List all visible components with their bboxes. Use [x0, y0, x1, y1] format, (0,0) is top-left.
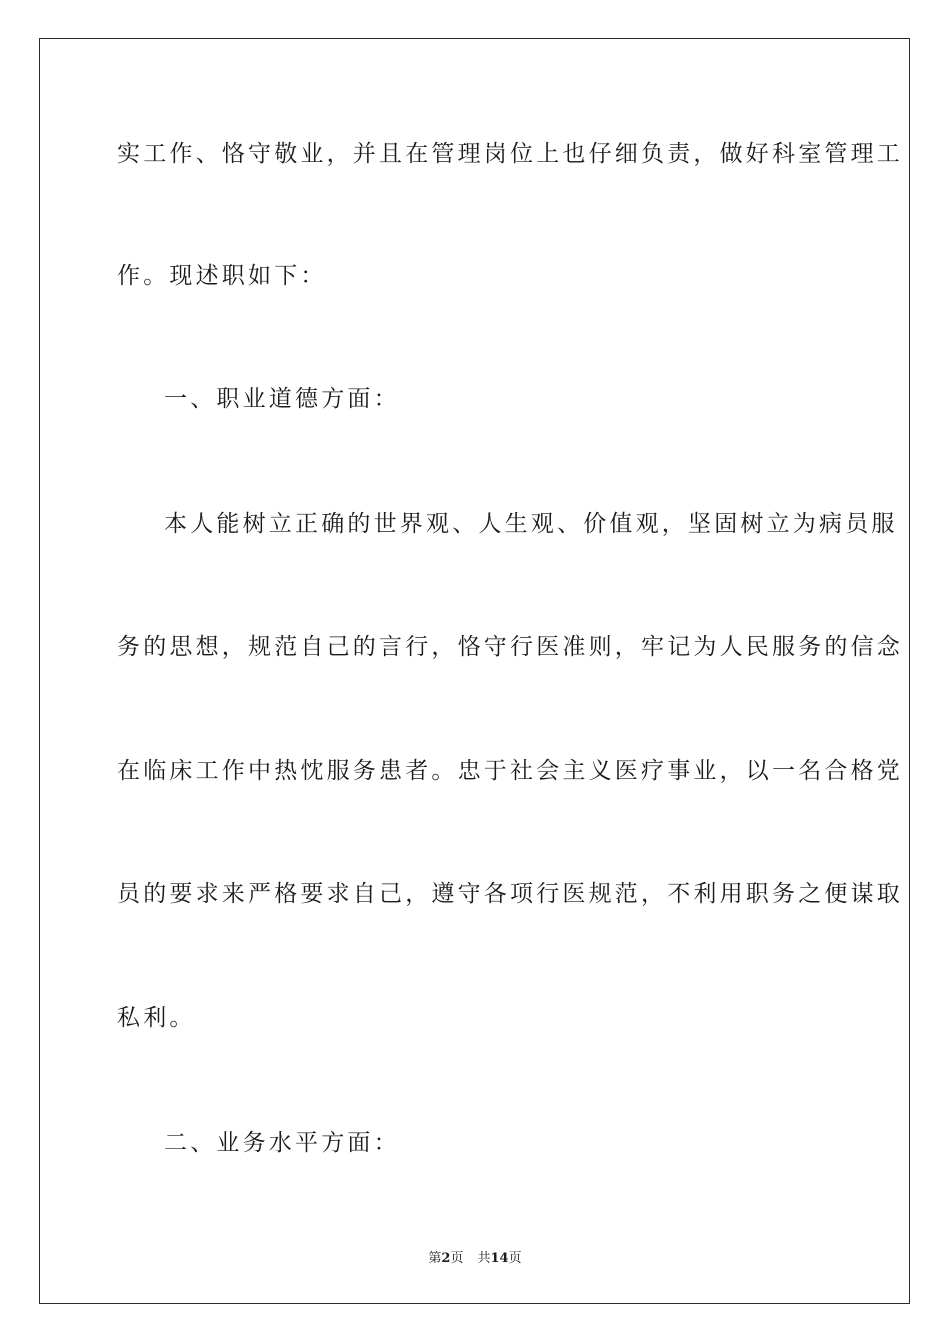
page-suffix: 页: [450, 1251, 464, 1266]
section-heading: 一、职业道德方面：: [164, 386, 400, 412]
total-suffix: 页: [508, 1251, 522, 1266]
paragraph-line: 本人能树立正确的世界观、人生观、价值观，坚固树立为病员服: [164, 511, 898, 537]
paragraph-line: 在临床工作中热忱服务患者。忠于社会主义医疗事业，以一名合格党: [117, 758, 903, 784]
paragraph-line: 作。现述职如下：: [117, 263, 327, 289]
section-heading: 二、业务水平方面：: [164, 1130, 400, 1156]
page-border: [39, 38, 910, 1304]
paragraph-line: 务的思想，规范自己的言行，恪守行医准则，牢记为人民服务的信念: [117, 634, 903, 660]
page-number: 2: [441, 1251, 451, 1266]
total-pages: 14: [490, 1251, 509, 1266]
page-prefix: 第: [428, 1251, 442, 1266]
paragraph-line: 实工作、恪守敬业，并且在管理岗位上也仔细负责，做好科室管理工: [117, 141, 903, 167]
paragraph-line: 员的要求来严格要求自己，遵守各项行医规范，不利用职务之便谋取: [117, 881, 903, 907]
total-prefix: 共: [477, 1251, 491, 1266]
paragraph-line: 私利。: [117, 1005, 196, 1031]
page-footer: [0, 1247, 950, 1266]
